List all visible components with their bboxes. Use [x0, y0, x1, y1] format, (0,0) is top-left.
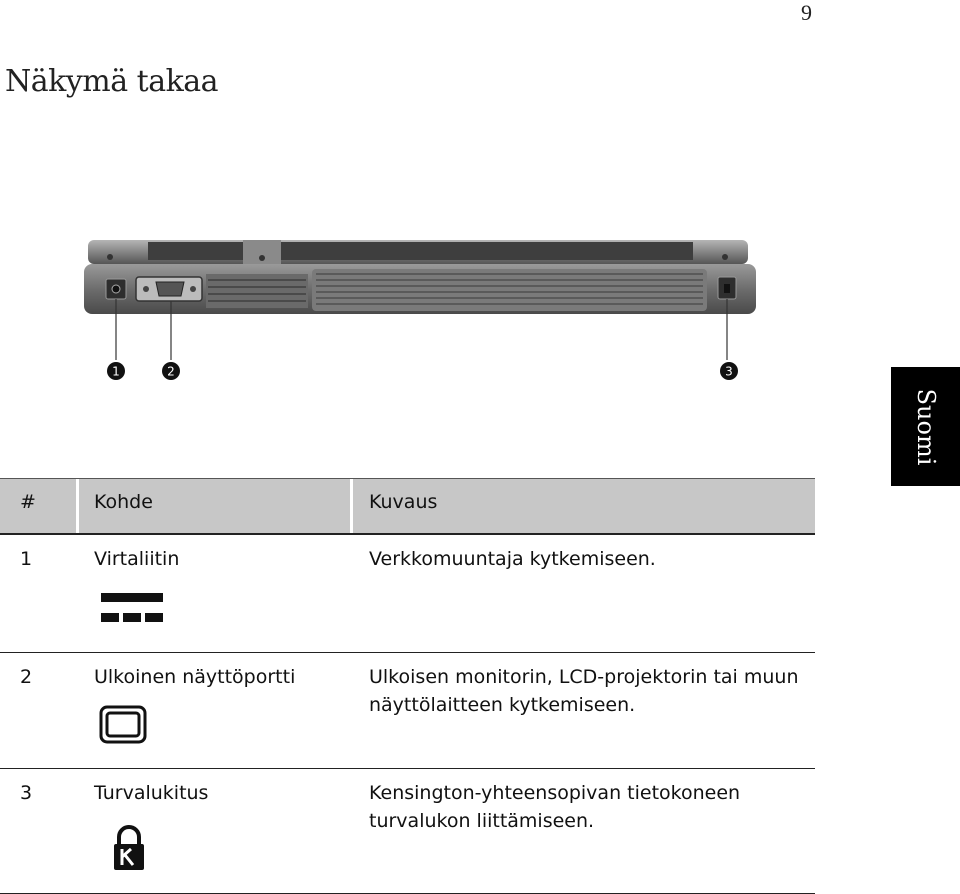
hinge-block: [243, 240, 281, 266]
row-description: Kensington-yhteensopivan tietokoneen turvalukon liittämiseen.: [369, 782, 741, 832]
language-tab: [891, 367, 960, 486]
lid-screw-left: [107, 254, 113, 260]
row-item: Ulkoinen näyttöportti: [94, 666, 296, 688]
lid-screw-mid: [259, 255, 265, 261]
vga-port-screw-left: [143, 286, 149, 292]
row-item: Turvalukitus: [94, 782, 209, 804]
vent-slots: [206, 274, 308, 308]
row-num: 3: [20, 782, 33, 804]
header-num: #: [20, 491, 36, 513]
battery-grille: [312, 269, 707, 311]
row-num: 2: [20, 666, 33, 688]
hinge-bar: [148, 242, 693, 260]
callout-marker-2: [162, 362, 180, 380]
laptop-rear-illustration: [80, 232, 770, 392]
header-separator: [76, 479, 79, 533]
table-row: [0, 653, 815, 769]
callout-label-2: 2: [167, 364, 175, 379]
row-description: Verkkomuuntaja kytkemiseen.: [369, 548, 656, 570]
callout-marker-1: [107, 362, 125, 380]
header-item: Kohde: [94, 491, 153, 513]
header-description: Kuvaus: [369, 491, 438, 513]
kensington-slot-opening: [724, 284, 730, 293]
row-description: Ulkoisen monitorin, LCD-projektorin tai muun näyttölaitteen kytkemiseen.: [369, 666, 799, 716]
table-row: [0, 535, 815, 653]
page-title: Näkymä takaa: [5, 64, 219, 99]
dc-in-port-hole: [112, 285, 120, 293]
language-tab-label: Suomi: [911, 388, 940, 465]
port-table: [0, 478, 815, 894]
dc-power-icon: [99, 591, 165, 627]
callout-marker-3: [720, 362, 738, 380]
header-separator: [350, 479, 353, 533]
table-header: [0, 478, 815, 535]
vga-port-connector: [156, 282, 184, 296]
row-num: 1: [20, 548, 33, 570]
external-display-icon: [99, 705, 149, 745]
callout-label-1: 1: [112, 364, 120, 379]
callout-label-3: 3: [725, 364, 733, 379]
page-number: 9: [801, 0, 812, 25]
kensington-lock-icon: [112, 825, 146, 871]
row-item: Virtaliitin: [94, 548, 180, 570]
lid-screw-right: [722, 254, 728, 260]
vga-port-screw-right: [190, 286, 196, 292]
table-row: [0, 769, 815, 894]
